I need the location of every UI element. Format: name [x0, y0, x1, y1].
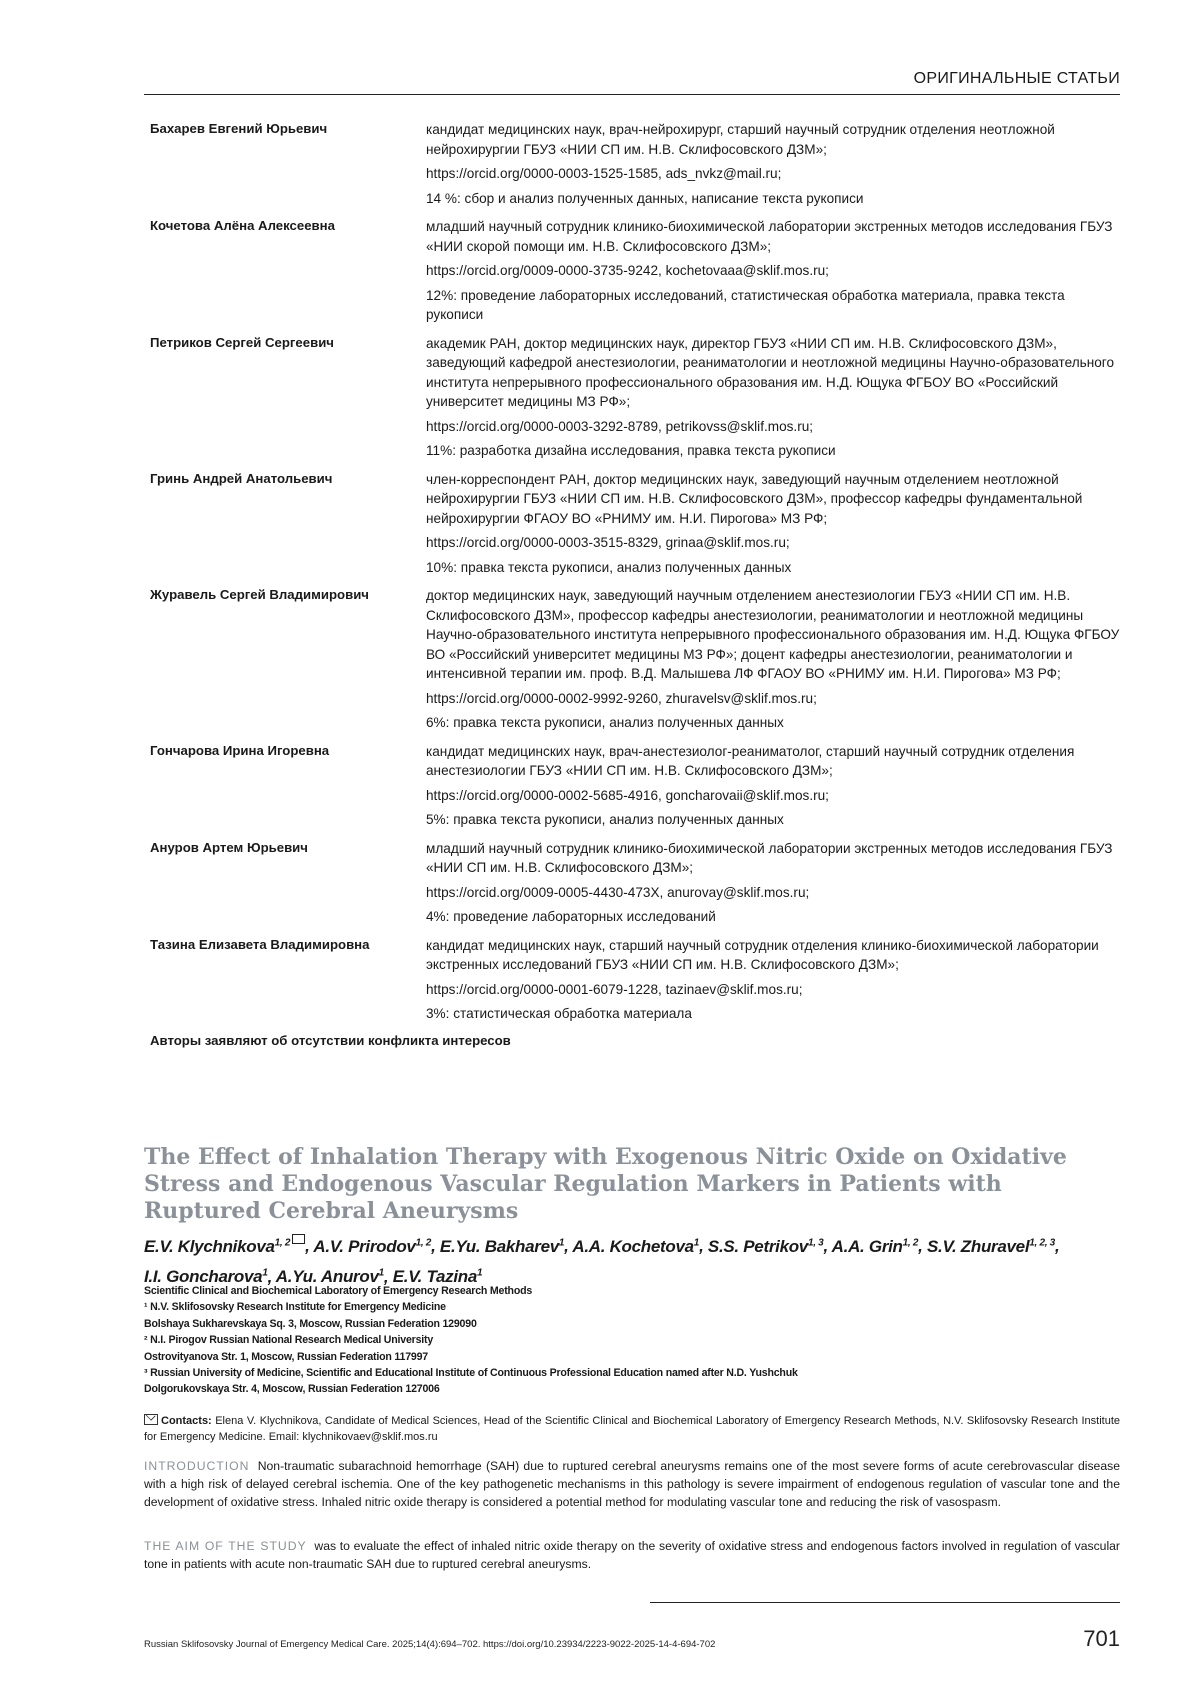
- footer-citation: Russian Sklifosovsky Journal of Emergency Medical Care. 2025;14(4):694–702. https://doi.org/10.23934/2223-9022-2025-14-4-694-702: [144, 1639, 716, 1650]
- english-author: [572, 1237, 699, 1256]
- english-author-name: E.V. Klychnikova: [144, 1236, 275, 1256]
- author-contribution: 10%: правка текста рукописи, анализ полученных данных: [426, 559, 792, 575]
- affiliation-superscript: 1, 2, 3: [1029, 1237, 1055, 1248]
- author-row: [150, 217, 1120, 325]
- english-author-name: E.V. Tazina: [392, 1267, 477, 1287]
- contacts-text: Elena V. Klychnikova, Candidate of Medical Sciences, Head of the Scientific Clinical and Biochemical Laboratory of Emergency Research Methods, N.V. Sklifosovsky Research Institute for Emergency Medicine. Email: klychnikovaev@sklif.mos.ru: [144, 1415, 1120, 1443]
- aim-text: was to evaluate the effect of inhaled nitric oxide therapy on the severity of oxidative stress and endogenous factors involved in regulation of vascular tone in patients with acute non-traumatic SAH due to ruptured cerebral aneurysms.: [144, 1539, 1120, 1571]
- author-details: [426, 742, 1120, 830]
- author-details: [426, 586, 1120, 733]
- affiliation-line: Scientific Clinical and Biochemical Laboratory of Emergency Research Methods: [144, 1285, 533, 1297]
- author-contribution: 6%: правка текста рукописи, анализ полученных данных: [426, 715, 784, 730]
- english-author: [313, 1237, 431, 1256]
- author-orcid-email: https://orcid.org/0000-0002-9992-9260, zhuravelsv@sklif.mos.ru;: [426, 690, 817, 706]
- author-orcid-email: https://orcid.org/0000-0003-3515-8329, grinaa@sklif.mos.ru;: [426, 535, 790, 550]
- english-author-name: E.Yu. Bakharev: [439, 1236, 559, 1256]
- affiliation-superscript: 1, 2: [274, 1237, 291, 1248]
- author-row: [150, 470, 1120, 578]
- author-contribution: 11%: разработка дизайна исследования, правка текста рукописи: [426, 443, 836, 458]
- author-information-list: [150, 120, 1120, 1048]
- introduction-text: Non-traumatic subarachnoid hemorrhage (SAH) due to ruptured cerebral aneurysms remains one of the most severe forms of acute cerebrovascular disease with a high risk of delayed cerebral ischemia. One of the key pathogenetic mechanisms in this pathology is severe impairment of endogenous regulation of vascular tone and the development of oxidative stress. Inhaled nitric oxide therapy is considered a potential method for modulating vascular tone and reducing the risk of vasospasm.: [144, 1459, 1120, 1509]
- affiliation-superscript: 1: [262, 1267, 268, 1279]
- author-position: младший научный сотрудник клинико-биохимической лаборатории экстренных методов исследования ГБУЗ «НИИ СП им. Н.В. Склифосовского ДЗМ»;: [426, 840, 1113, 875]
- english-author-name: S.V. Zhuravel: [927, 1236, 1030, 1256]
- author-orcid-email: https://orcid.org/0000-0003-3292-8789, petrikovss@sklif.mos.ru;: [426, 418, 814, 434]
- author-orcid-email: https://orcid.org/0009-0005-4430-473X, anurovay@sklif.mos.ru;: [426, 884, 810, 900]
- affiliation-line: ³ Russian University of Medicine, Scientific and Educational Institute of Continuous Professional Education named after N.D. Yushchuk: [144, 1367, 798, 1380]
- introduction-label: INTRODUCTION: [144, 1459, 250, 1473]
- author-orcid-email: https://orcid.org/0000-0001-6079-1228, tazinaev@sklif.mos.ru;: [426, 981, 803, 997]
- envelope-icon: [292, 1234, 305, 1244]
- affiliation-superscript: 1: [558, 1237, 565, 1248]
- author-row: [150, 936, 1120, 1024]
- affiliation-superscript: 1: [693, 1237, 700, 1248]
- author-name: Кочетова Алёна Алексеевна: [150, 218, 335, 233]
- affiliation-line: ¹ N.V. Sklifosovsky Research Institute for Emergency Medicine: [144, 1301, 446, 1314]
- author-orcid-email: https://orcid.org/0000-0003-1525-1585, ads_nvkz@mail.ru;: [426, 166, 782, 181]
- affiliation-superscript: 1: [378, 1267, 384, 1279]
- english-author-name: I.I. Goncharova: [144, 1267, 263, 1287]
- author-orcid-email: https://orcid.org/0009-0000-3735-9242, kochetovaaa@sklif.mos.ru;: [426, 263, 829, 278]
- author-name: Гончарова Ирина Игоревна: [150, 742, 330, 758]
- affiliation-superscript: 1, 2: [415, 1237, 432, 1248]
- author-position: кандидат медицинских наук, старший научный сотрудник отделения клинико-биохимической лаборатории экстренных исследований ГБУЗ «НИИ СП им. Н.В. Склифосовского ДЗМ»;: [426, 937, 1099, 972]
- author-position: кандидат медицинских наук, врач-анестезиолог-реаниматолог, старший научный сотрудник отделения анестезиологии ГБУЗ «НИИ СП им. Н.В. Склифосовского ДЗМ»;: [426, 743, 1075, 778]
- affiliation-line: Dolgorukovskaya Str. 4, Moscow, Russian Federation 127006: [144, 1383, 440, 1396]
- envelope-icon: [144, 1414, 158, 1425]
- affiliation-line: Ostrovityanova Str. 1, Moscow, Russian Federation 117997: [144, 1350, 428, 1363]
- author-contribution: 12%: проведение лабораторных исследований, статистическая обработка материала, правка текста рукописи: [426, 287, 1065, 322]
- author-orcid-email: https://orcid.org/0000-0002-5685-4916, goncharovaii@sklif.mos.ru;: [426, 787, 829, 803]
- author-details: [426, 334, 1120, 461]
- author-contribution: 5%: правка текста рукописи, анализ полученных данных: [426, 812, 784, 827]
- english-author-name: A.V. Prirodov: [313, 1236, 416, 1256]
- english-author-name: A.A. Grin: [831, 1236, 903, 1256]
- footer-rule: [650, 1602, 1120, 1603]
- author-row: [150, 334, 1120, 461]
- author-position: кандидат медицинских наук, врач-нейрохирург, старший научный сотрудник отделения неотложной нейрохирургии ГБУЗ «НИИ СП им. Н.В. Склифосовского ДЗМ»;: [426, 122, 1055, 157]
- running-header: [144, 68, 1120, 95]
- section-title: ОРИГИНАЛЬНЫЕ СТАТЬИ: [913, 70, 1120, 87]
- author-row: [150, 742, 1120, 830]
- affiliation-superscript: 1: [477, 1267, 483, 1279]
- english-author-name: S.S. Petrikov: [707, 1236, 808, 1256]
- author-details: [426, 936, 1120, 1024]
- author-name: Бахарев Евгений Юрьевич: [150, 121, 328, 136]
- author-row: [150, 120, 1120, 208]
- author-details: [426, 217, 1120, 325]
- contacts: [144, 1413, 1120, 1445]
- affiliation-line: ² N.I. Pirogov Russian National Research Medical University: [144, 1334, 434, 1347]
- affiliation-superscript: 1, 3: [807, 1237, 824, 1248]
- abstract-introduction: [144, 1457, 1120, 1511]
- conflict-of-interest-statement: Авторы заявляют об отсутствии конфликта интересов: [150, 1032, 511, 1048]
- author-position: академик РАН, доктор медицинских наук, директор ГБУЗ «НИИ СП им. Н.В. Склифосовского ДЗМ», заведующий кафедрой анестезиологии, реаниматологии и неотложной медицины Научно-образовательного института непрерывного профессионального образования им. Н.Д. Ющука ФГБОУ ВО «Российский университет медицины МЗ РФ»;: [426, 335, 1115, 409]
- english-author-name: A.Yu. Anurov: [275, 1267, 379, 1287]
- author-name: Ануров Артем Юрьевич: [150, 839, 308, 855]
- author-details: [426, 839, 1120, 927]
- english-author: [440, 1237, 564, 1256]
- page-number: 701: [1083, 1626, 1120, 1651]
- author-name: Петриков Сергей Сергеевич: [150, 334, 334, 350]
- author-name: Журавель Сергей Владимирович: [150, 587, 369, 602]
- english-author-name: A.A. Kochetova: [572, 1236, 694, 1256]
- author-name: Гринь Андрей Анатольевич: [150, 470, 333, 486]
- english-author: [927, 1237, 1055, 1256]
- author-position: доктор медицинских наук, заведующий научным отделением анестезиологии ГБУЗ «НИИ СП им. Н.В. Склифосовского ДЗМ», профессор кафедры анестезиологии, реаниматологии и неотложной медицины Научно-образовательного института непрерывного профессионального образования им. Н.Д. Ющука ФГБОУ ВО «Российский университет медицины МЗ РФ»; доцент кафедры анестезиологии, реаниматологии и интенсивной терапии им. проф. В.Д. Малышева ЛФ ФГАОУ ВО «РНИМУ им. Н.И. Пирогова» МЗ РФ;: [426, 588, 1120, 681]
- author-contribution: 4%: проведение лабораторных исследований: [426, 909, 716, 924]
- affiliation-superscript: 1, 2: [902, 1237, 919, 1248]
- english-author: [144, 1237, 305, 1256]
- author-name: Тазина Елизавета Владимировна: [150, 936, 370, 952]
- author-contribution: 14 %: сбор и анализ полученных данных, написание текста рукописи: [426, 190, 864, 206]
- english-author: [832, 1237, 918, 1256]
- author-position: младший научный сотрудник клинико-биохимической лаборатории экстренных методов исследования ГБУЗ «НИИ скорой помощи им. Н.В. Склифосовского ДЗМ»;: [426, 219, 1113, 254]
- aim-label: THE AIM OF THE STUDY: [144, 1539, 307, 1553]
- author-position: член-корреспондент РАН, доктор медицинских наук, заведующий научным отделением неотложной нейрохирургии ГБУЗ «НИИ СП им. Н.В. Склифосовского ДЗМ», профессор кафедры фундаментальной нейрохирургии ФГАОУ ВО «РНИМУ им. Н.И. Пирогова» МЗ РФ;: [426, 471, 1083, 526]
- abstract-aim: [144, 1537, 1120, 1573]
- author-row: [150, 586, 1120, 733]
- author-row: [150, 839, 1120, 927]
- author-contribution: 3%: статистическая обработка материала: [426, 1006, 692, 1021]
- english-author: [708, 1237, 824, 1256]
- english-author-list: E.V. Klychnikova$^{1, 2}$ , A.V. Prirodov$^{1, 2}$, E.Yu. Bakharev$^1$, A.A. Kochetova$^1$, S.S. Petrikov$^{1, 3}$, A.A. Grin$^{1, 2}$, S.V. Zhuravel$^{1, 2, 3}$, I.I. Goncharova$^1$, A.Yu. Anurov$^1$, E.V. Tazina$^1$: [144, 1229, 1120, 1290]
- english-article-title: The Effect of Inhalation Therapy with Exogenous Nitric Oxide on Oxidative Stress and Endogenous Vascular Regulation Markers in Patients with Ruptured Cerebral Aneurysms: [144, 1144, 1067, 1224]
- affiliations: [144, 1283, 1120, 1398]
- contacts-label: Contacts:: [161, 1415, 212, 1427]
- author-details: [426, 120, 1120, 208]
- affiliation-line: Bolshaya Sukharevskaya Sq. 3, Moscow, Russian Federation 129090: [144, 1317, 477, 1330]
- author-details: [426, 470, 1120, 578]
